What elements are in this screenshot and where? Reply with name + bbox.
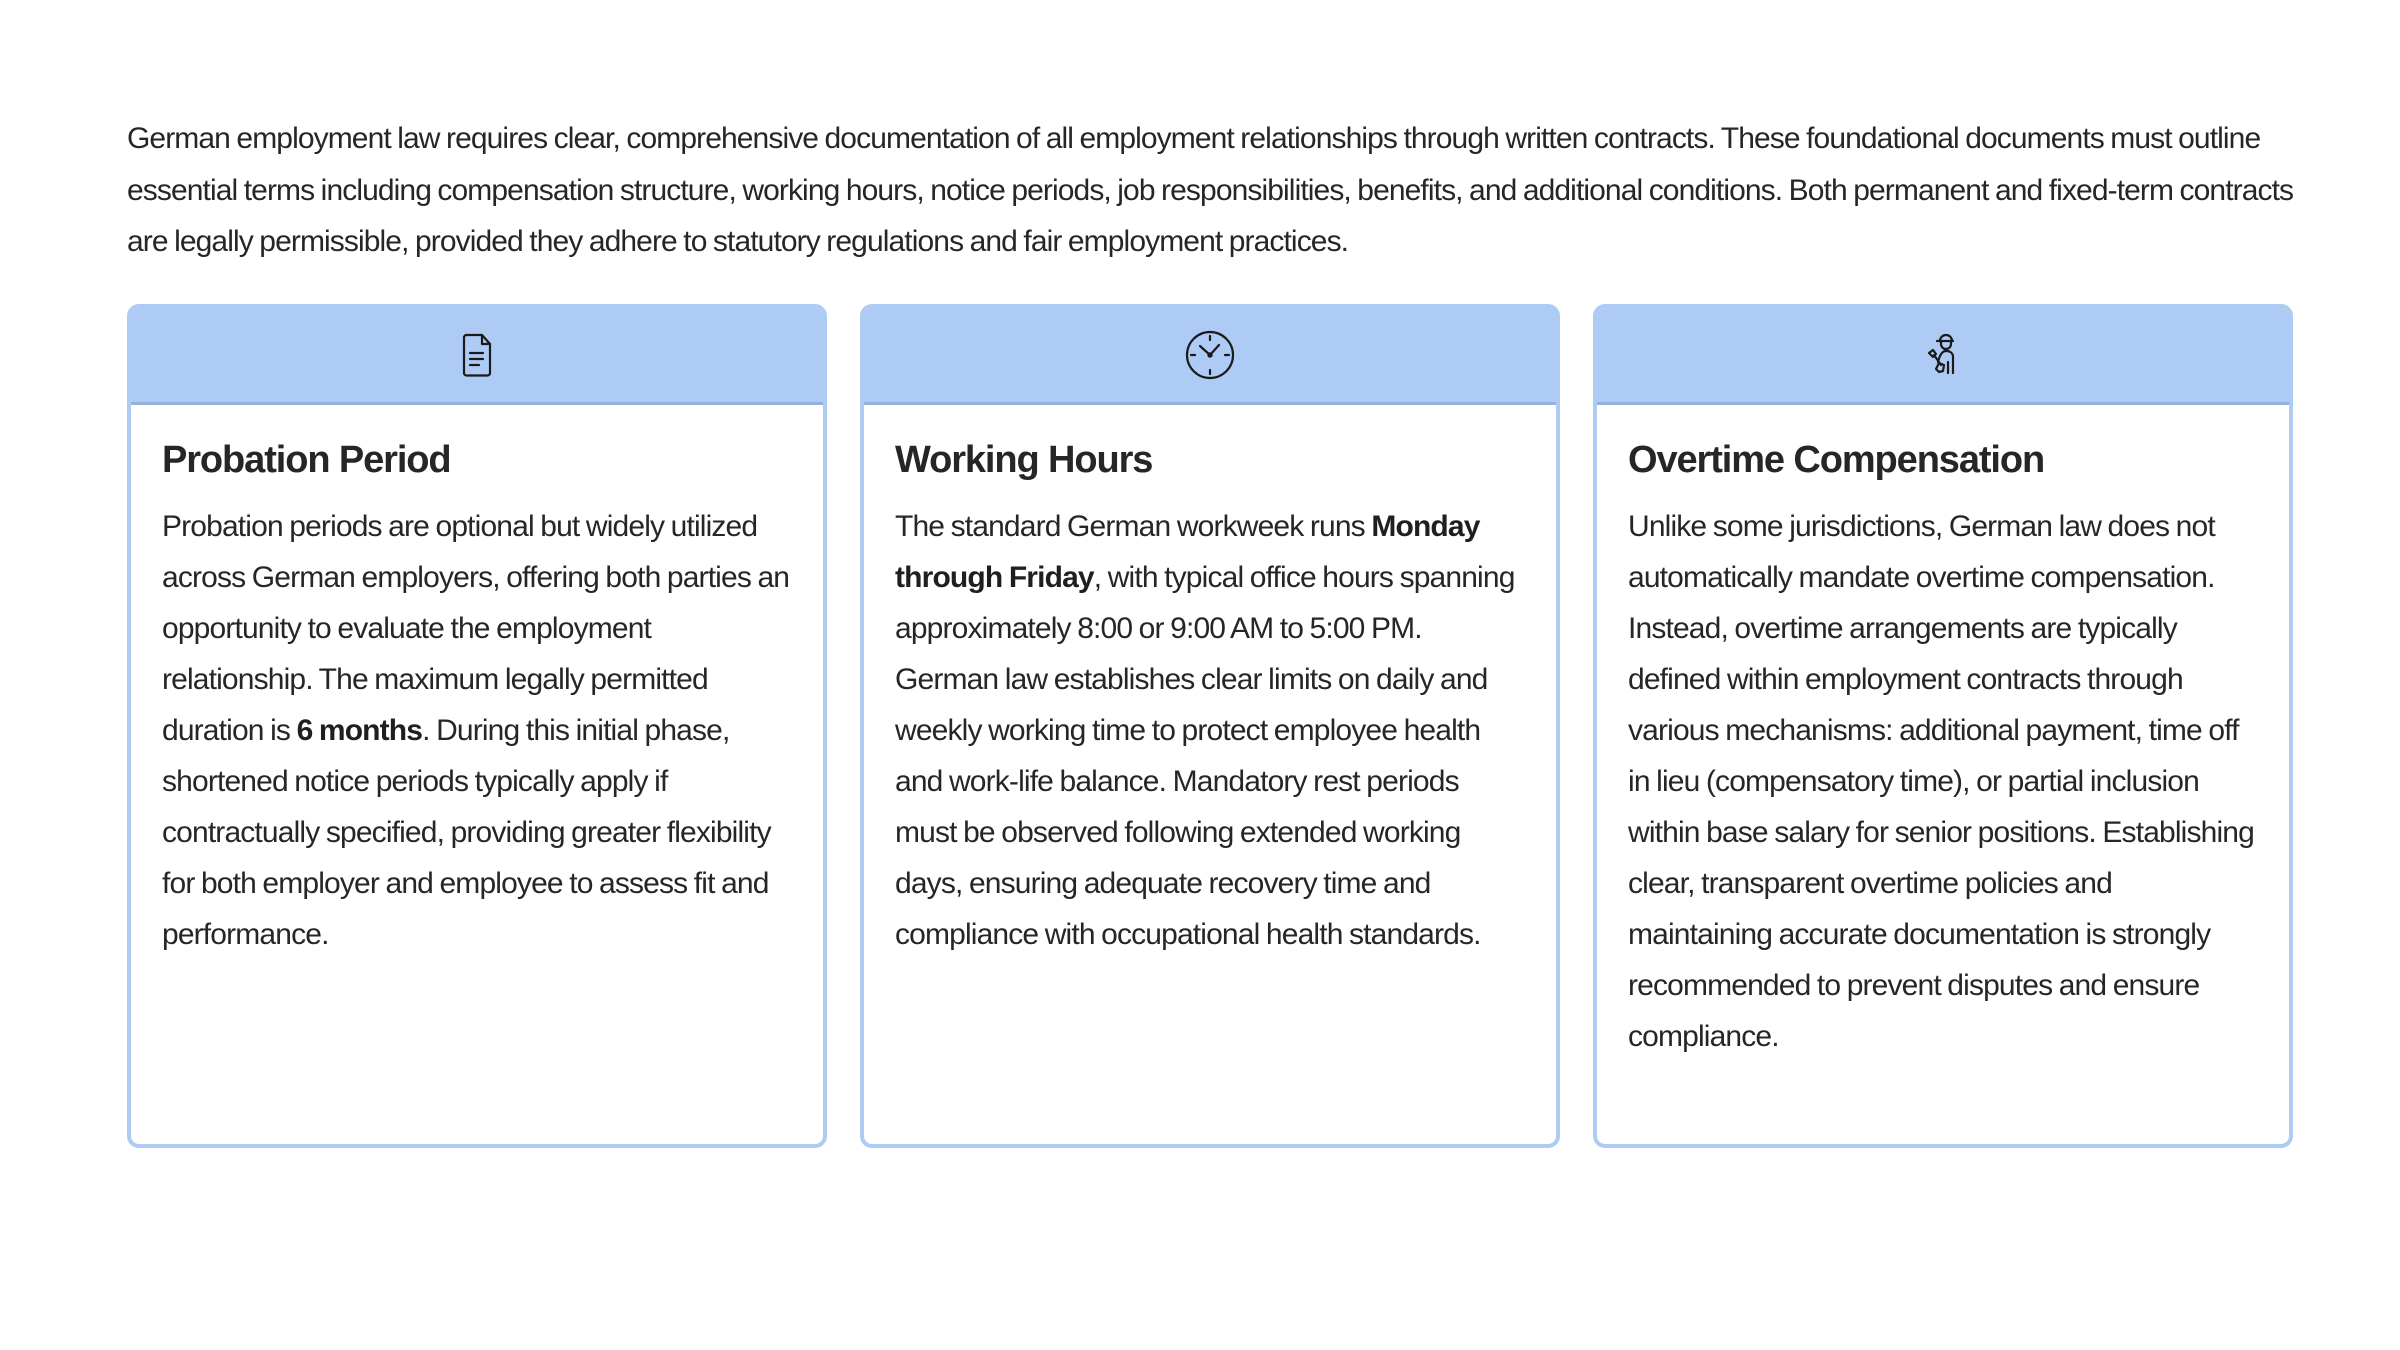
card-text xyxy=(895,501,1525,960)
card-text-emphasis: Monday through Friday xyxy=(895,510,1480,594)
card-text-part: The standard German workweek runs xyxy=(895,510,1372,543)
card-body xyxy=(864,405,1556,960)
card-body xyxy=(1597,405,2289,1062)
clock-icon xyxy=(1184,329,1236,381)
intro-paragraph: German employment law requires clear, comprehensive documentation of all employment relationships through written contracts. These foundational documents must outline essential terms including compensation structure, working hours, notice periods, job responsibilities, benefits, and additional conditions. Both permanent and fixed-term contracts are legally permissible, provided they adhere to statutory regulations and fair employment practices. xyxy=(127,122,2294,258)
card-text-part: . During this initial phase, shortened notice periods typically apply if contractually specified, providing greater flexibility for both employer and employee to assess fit and performance. xyxy=(162,714,771,951)
card-text-part: Unlike some jurisdictions, German law does not automatically mandate overtime compensation. Instead, overtime arrangements are typically defined within employment contracts through various mechanisms: additional payment, time off in lieu (compensatory time), or partial inclusion within base salary for senior positions. Establishing clear, transparent overtime policies and maintaining accurate documentation is strongly recommended to prevent disputes and ensure compliance. xyxy=(1628,510,2254,1053)
card-text xyxy=(162,501,792,960)
card-title: Overtime Compensation xyxy=(1628,439,2045,481)
card-text-part: , with typical office hours spanning approximately 8:00 or 9:00 AM to 5:00 PM. German law establishes clear limits on daily and weekly working time to protect employee health and work-life balance. Mandatory rest periods must be observed following extended working days, ensuring adequate recovery time and compliance with occupational health standards. xyxy=(895,561,1515,951)
card-text-emphasis: 6 months xyxy=(296,714,423,747)
card-overtime-compensation xyxy=(1593,304,2293,1148)
card-header xyxy=(1597,308,2289,405)
card-title: Probation Period xyxy=(162,439,451,481)
card-header xyxy=(864,308,1556,405)
card-text-part: Probation periods are optional but widely utilized across German employers, offering both parties an opportunity to evaluate the employment relationship. The maximum legally permitted duration is xyxy=(162,510,790,747)
card-header xyxy=(131,308,823,405)
card-working-hours xyxy=(860,304,1560,1148)
card-title: Working Hours xyxy=(895,439,1153,481)
card-body xyxy=(131,405,823,960)
document-icon xyxy=(451,329,503,381)
worker-with-shovel-icon xyxy=(1917,329,1969,381)
card-probation-period xyxy=(127,304,827,1148)
info-cards xyxy=(127,304,2293,1148)
card-text xyxy=(1628,501,2258,1062)
